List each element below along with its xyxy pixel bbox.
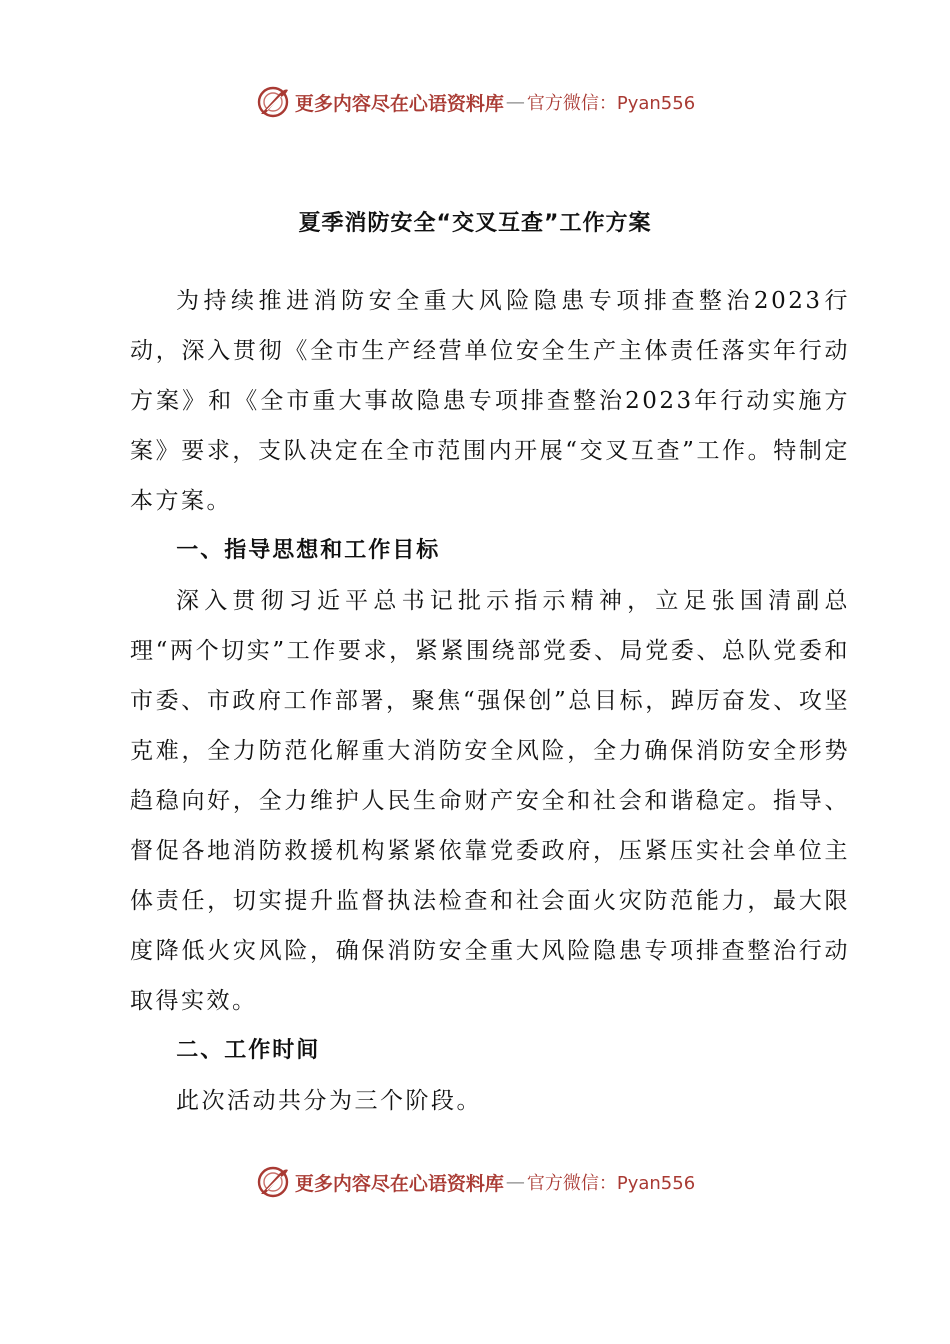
document-body: [130, 276, 850, 1126]
watermark-dash: —: [505, 91, 525, 113]
section-1-heading: 一、指导思想和工作目标: [176, 538, 441, 563]
watermark-banner-bottom: [0, 1162, 950, 1202]
document-title: 夏季消防安全“交叉互查”工作方案: [298, 211, 652, 236]
intro-paragraph: 为持续推进消防安全重大风险隐患专项排查整治2023行动，深入贯彻《全市生产经营单位安全生产主体责任落实年行动方案》和《全市重大事故隐患专项排查整治2023年行动实施方案》要求，支队决定在全市范围内开展“交叉互查”工作。特制定本方案。: [130, 288, 850, 514]
quill-logo-icon: [255, 84, 291, 120]
watermark-wechat: 官方微信：Pyan556: [526, 1173, 696, 1194]
watermark-dash: —: [505, 1171, 525, 1193]
watermark-wechat: 官方微信：Pyan556: [526, 93, 696, 114]
watermark-banner-top: [0, 82, 950, 122]
watermark-text: 更多内容尽在心语资料库: [294, 1172, 504, 1195]
quill-logo-icon: [255, 1164, 291, 1200]
watermark-text: 更多内容尽在心语资料库: [294, 92, 504, 115]
section-2-paragraph: 此次活动共分为三个阶段。: [176, 1088, 482, 1114]
section-2-heading: 二、工作时间: [176, 1038, 321, 1063]
section-1-paragraph: 深入贯彻习近平总书记批示指示精神，立足张国清副总理“两个切实”工作要求，紧紧围绕部党委、局党委、总队党委和市委、市政府工作部署，聚焦“强保创”总目标，踔厉奋发、攻坚克难，全力防范化解重大消防安全风险，全力确保消防安全形势趋稳向好，全力维护人民生命财产安全和社会和谐稳定。指导、督促各地消防救援机构紧紧依靠党委政府，压紧压实社会单位主体责任，切实提升监督执法检查和社会面火灾防范能力，最大限度降低火灾风险，确保消防安全重大风险隐患专项排查整治行动取得实效。: [130, 588, 850, 1014]
